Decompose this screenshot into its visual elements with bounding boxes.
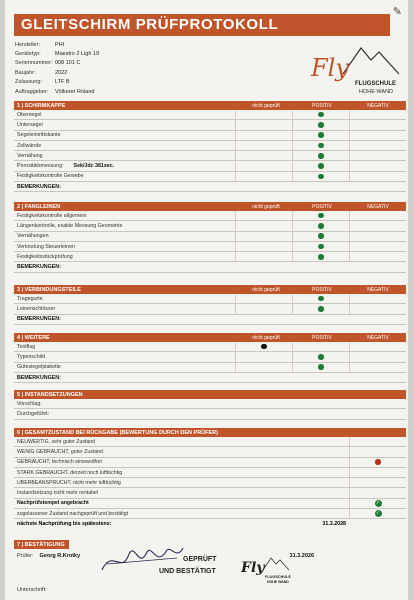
cell-not-checked[interactable] bbox=[235, 221, 292, 230]
cell-positive[interactable] bbox=[292, 304, 349, 313]
col-not-checked: nicht geprüft bbox=[252, 203, 280, 210]
inspector-label: Prüfer: bbox=[17, 553, 34, 559]
meta-value: 008 101 C bbox=[55, 60, 81, 67]
remarks-row[interactable]: BEMERKUNGEN: bbox=[14, 182, 406, 192]
col-positive: POSITIV bbox=[312, 203, 332, 210]
row-label: Segeleintrittskante bbox=[17, 132, 61, 139]
cell-negative[interactable] bbox=[349, 110, 406, 119]
check-row bbox=[14, 342, 406, 352]
confirmation-date: 31.3.2026 bbox=[289, 553, 314, 559]
repair-row bbox=[14, 409, 406, 419]
positive-mark bbox=[318, 306, 324, 312]
cell-negative[interactable] bbox=[349, 131, 406, 140]
section-verbindungsteile bbox=[14, 285, 406, 325]
check-icon: ✓ bbox=[375, 510, 381, 517]
row-label: Untersegel bbox=[17, 121, 43, 128]
condition-row bbox=[14, 488, 406, 498]
row-label: Obersegel bbox=[17, 111, 42, 118]
cell-positive[interactable] bbox=[292, 252, 349, 261]
col-negative: NEGATIV bbox=[367, 334, 389, 341]
cell-positive[interactable] bbox=[292, 242, 349, 251]
section-header bbox=[14, 428, 406, 437]
cell-positive[interactable] bbox=[292, 221, 349, 230]
positive-mark bbox=[318, 354, 324, 360]
row-label: Nachprüfstempel angebracht bbox=[17, 500, 89, 507]
protocol-sheet bbox=[5, 0, 408, 600]
not-checked-mark bbox=[261, 344, 267, 350]
check-icon: ✓ bbox=[375, 499, 381, 506]
meta-value: LTF B bbox=[55, 79, 70, 86]
section-weitere bbox=[14, 333, 406, 383]
cell-negative[interactable] bbox=[349, 342, 406, 351]
positive-mark bbox=[318, 163, 324, 169]
condition-mark-cell[interactable] bbox=[349, 509, 406, 518]
check-row bbox=[14, 304, 406, 314]
condition-mark-cell[interactable] bbox=[349, 488, 406, 497]
row-label: Zellwände bbox=[17, 142, 42, 149]
stamp-line2: UND BESTÄTIGT bbox=[159, 568, 216, 575]
condition-mark-cell[interactable] bbox=[349, 478, 406, 487]
meta-label: Seriennummer: bbox=[15, 60, 53, 67]
remarks-row[interactable]: BEMERKUNGEN: bbox=[14, 315, 406, 325]
logo-script: Fly bbox=[311, 54, 349, 82]
row-label: ÜBERBEANSPRUCHT, nicht mehr lufttüchtig bbox=[17, 479, 121, 486]
row-label: NEUWERTIG, sehr guter Zustand bbox=[17, 438, 96, 445]
section-fangleinen bbox=[14, 202, 406, 273]
porosity-value: Sek/Jdc 381sec. bbox=[73, 163, 115, 170]
row-label: Instandsetzung nicht mehr rentabel bbox=[17, 490, 99, 497]
row-label: Vernähung bbox=[17, 152, 43, 159]
meta-label: Auftraggeber: bbox=[15, 88, 49, 95]
positive-mark bbox=[318, 296, 324, 302]
row-label: Längenkontrolle, exakte Messung Geometrie bbox=[17, 222, 123, 229]
meta-value: Völkerer Roland bbox=[55, 88, 95, 95]
cell-positive[interactable] bbox=[292, 232, 349, 241]
row-label: Gütesiegelplakette bbox=[17, 364, 61, 371]
cell-negative[interactable] bbox=[349, 242, 406, 251]
meta-label: Zulassung: bbox=[15, 79, 42, 86]
row-label: Testflug bbox=[17, 343, 36, 350]
cell-not-checked[interactable] bbox=[235, 131, 292, 140]
cell-negative[interactable] bbox=[349, 304, 406, 313]
condition-row bbox=[14, 478, 406, 488]
section-title: 3 | VERBINDUNGSTEILE bbox=[17, 286, 81, 293]
col-positive: POSITIV bbox=[312, 286, 332, 293]
positive-mark bbox=[318, 174, 324, 180]
cell-not-checked[interactable] bbox=[235, 363, 292, 372]
cell-negative[interactable] bbox=[349, 151, 406, 160]
cell-negative[interactable] bbox=[349, 120, 406, 129]
condition-row bbox=[14, 458, 406, 468]
section-title: 5 | INSTANDSETZUNGEN bbox=[17, 391, 83, 398]
col-positive: POSITIV bbox=[312, 102, 332, 109]
inspector-name: Georg R.Krotky bbox=[39, 553, 81, 559]
cell-negative[interactable] bbox=[349, 252, 406, 261]
section-header bbox=[14, 202, 406, 211]
positive-mark bbox=[318, 254, 324, 260]
cell-not-checked[interactable] bbox=[235, 141, 292, 150]
logo-line2: HOHE WAND bbox=[359, 89, 394, 95]
remarks-row[interactable]: BEMERKUNGEN: bbox=[14, 373, 406, 383]
meta-label: Hersteller: bbox=[15, 41, 41, 48]
positive-mark bbox=[318, 143, 324, 149]
cell-positive[interactable] bbox=[292, 352, 349, 361]
row-label[interactable]: Vorschlag: bbox=[17, 400, 42, 407]
cell-not-checked[interactable] bbox=[235, 294, 292, 303]
col-not-checked: nicht geprüft bbox=[252, 102, 280, 109]
col-negative: NEGATIV bbox=[367, 102, 389, 109]
condition-row bbox=[14, 509, 406, 519]
condition-mark-cell[interactable] bbox=[349, 458, 406, 467]
edit-icon[interactable]: ✎ bbox=[392, 6, 402, 18]
section-header bbox=[14, 101, 406, 110]
check-row bbox=[14, 141, 406, 151]
check-row bbox=[14, 232, 406, 242]
row-label: Festigkeitskontrolle Gewebe bbox=[17, 173, 84, 180]
positive-mark bbox=[318, 112, 324, 118]
section-header bbox=[14, 285, 406, 294]
page-title: GLEITSCHIRM PRÜFPROTOKOLL bbox=[14, 14, 390, 36]
check-row bbox=[14, 151, 406, 161]
check-row bbox=[14, 131, 406, 141]
row-label: Festigkeitskontrolle allgemein bbox=[17, 212, 87, 219]
cell-not-checked[interactable] bbox=[235, 120, 292, 129]
signature-label: Unterschrift: bbox=[17, 587, 47, 593]
stamp-logo-script: Fly bbox=[241, 560, 265, 576]
remarks-row[interactable]: BEMERKUNGEN: bbox=[14, 262, 406, 272]
repair-row bbox=[14, 399, 406, 409]
cell-not-checked[interactable] bbox=[235, 342, 292, 351]
next-inspection-label: nächste Nachprüfung bis spätestens: bbox=[17, 521, 112, 528]
section-title: 1 | SCHIRMKAPPE bbox=[17, 102, 66, 109]
condition-mark-cell[interactable] bbox=[349, 437, 406, 446]
cell-positive[interactable] bbox=[292, 211, 349, 220]
stamp-logo-line1: FLUGSCHULE bbox=[265, 575, 291, 579]
cell-positive[interactable] bbox=[292, 120, 349, 129]
next-inspection-date: 31.3.2028 bbox=[322, 521, 346, 528]
row-label: Festigkeitsstückprüfung bbox=[17, 253, 73, 260]
stamp-line1: GEPRÜFT bbox=[183, 556, 217, 563]
positive-mark bbox=[318, 122, 324, 128]
meta-value: 2022 bbox=[55, 69, 68, 76]
condition-mark-cell[interactable] bbox=[349, 447, 406, 456]
cell-positive[interactable] bbox=[292, 151, 349, 160]
meta-label: Gerätetyp: bbox=[15, 51, 41, 58]
cell-positive[interactable] bbox=[292, 131, 349, 140]
cell-positive[interactable] bbox=[292, 141, 349, 150]
cell-negative[interactable] bbox=[349, 172, 406, 181]
cell-not-checked[interactable] bbox=[235, 304, 292, 313]
cell-negative[interactable] bbox=[349, 141, 406, 150]
row-label: Porositätsmessung: bbox=[17, 163, 64, 170]
condition-row bbox=[14, 499, 406, 509]
positive-mark bbox=[318, 132, 324, 138]
positive-mark bbox=[318, 364, 324, 370]
cell-negative[interactable] bbox=[349, 363, 406, 372]
cell-negative[interactable] bbox=[349, 352, 406, 361]
section-title: 2 | FANGLEINEN bbox=[17, 203, 61, 210]
check-row bbox=[14, 294, 406, 304]
condition-mark-cell[interactable] bbox=[349, 499, 406, 508]
device-info bbox=[15, 40, 255, 96]
positive-mark bbox=[318, 213, 324, 219]
row-label: zugelassener Zustand nachgeprüft und bestätigt bbox=[17, 510, 129, 517]
col-not-checked: nicht geprüft bbox=[252, 334, 280, 341]
selected-mark bbox=[375, 459, 381, 465]
cell-positive[interactable] bbox=[292, 342, 349, 351]
meta-label: Baujahr: bbox=[15, 69, 36, 76]
row-label: GEBRAUCHT, technisch einwandfrei bbox=[17, 459, 102, 466]
logo-line1: FLUGSCHULE bbox=[355, 81, 396, 87]
cell-negative[interactable] bbox=[349, 232, 406, 241]
row-label: Tragegurte bbox=[17, 295, 43, 302]
cell-positive[interactable] bbox=[292, 363, 349, 372]
cell-negative[interactable] bbox=[349, 161, 406, 170]
row-label: WENIG GEBRAUCHT, guter Zustand bbox=[17, 448, 103, 455]
row-label: STARK GEBRAUCHT, derzeit noch lufttüchtig bbox=[17, 469, 123, 476]
cell-not-checked[interactable] bbox=[235, 242, 292, 251]
cell-not-checked[interactable] bbox=[235, 211, 292, 220]
row-label: Verknotung Steuerleinen bbox=[17, 243, 76, 250]
section-title: 6 | GESAMTZUSTAND BEI RÜCKGABE (BEWERTUNG DURCH DEN PRÜFER) bbox=[17, 429, 218, 436]
col-positive: POSITIV bbox=[312, 334, 332, 341]
cell-negative[interactable] bbox=[349, 221, 406, 230]
approval-stamp bbox=[155, 550, 295, 588]
check-row bbox=[14, 120, 406, 130]
check-row bbox=[14, 352, 406, 362]
check-row bbox=[14, 221, 406, 231]
row-label: Leinenschlösser bbox=[17, 305, 56, 312]
section-header bbox=[14, 333, 406, 342]
condition-mark-cell[interactable] bbox=[349, 468, 406, 477]
check-row bbox=[14, 172, 406, 182]
cell-positive[interactable] bbox=[292, 110, 349, 119]
cell-positive[interactable] bbox=[292, 172, 349, 181]
condition-row bbox=[14, 468, 406, 478]
check-row bbox=[14, 242, 406, 252]
cell-not-checked[interactable] bbox=[235, 252, 292, 261]
section-header bbox=[14, 390, 406, 399]
positive-mark bbox=[318, 233, 324, 239]
stamp-logo-line2: HOHE WAND bbox=[267, 580, 289, 584]
col-negative: NEGATIV bbox=[367, 203, 389, 210]
stamp-logo bbox=[241, 550, 291, 586]
check-row bbox=[14, 252, 406, 262]
row-label: Vernähungen bbox=[17, 233, 49, 240]
flight-school-logo bbox=[303, 38, 403, 100]
check-row bbox=[14, 110, 406, 120]
cell-negative[interactable] bbox=[349, 294, 406, 303]
condition-row bbox=[14, 447, 406, 457]
next-inspection bbox=[14, 519, 406, 528]
section-instandsetzungen bbox=[14, 390, 406, 420]
row-label[interactable]: Durchgeführt: bbox=[17, 410, 50, 417]
check-row bbox=[14, 161, 406, 171]
cell-not-checked[interactable] bbox=[235, 352, 292, 361]
col-not-checked: nicht geprüft bbox=[252, 286, 280, 293]
section-header bbox=[14, 540, 69, 549]
cell-not-checked[interactable] bbox=[235, 161, 292, 170]
section-gesamtzustand bbox=[14, 428, 406, 529]
section-title: 7 | BESTÄTIGUNG bbox=[17, 541, 65, 548]
col-negative: NEGATIV bbox=[367, 286, 389, 293]
meta-value: PHI bbox=[55, 41, 65, 48]
row-label: Typenschild bbox=[17, 353, 45, 360]
check-row bbox=[14, 363, 406, 373]
cell-positive[interactable] bbox=[292, 161, 349, 170]
section-title: 4 | WEITERE bbox=[17, 334, 50, 341]
positive-mark bbox=[318, 153, 324, 159]
cell-not-checked[interactable] bbox=[235, 232, 292, 241]
cell-negative[interactable] bbox=[349, 211, 406, 220]
meta-value: Maestro 2 Ligh 19 bbox=[55, 51, 100, 58]
cell-not-checked[interactable] bbox=[235, 151, 292, 160]
cell-not-checked[interactable] bbox=[235, 110, 292, 119]
section-schirmkappe bbox=[14, 101, 406, 192]
condition-row bbox=[14, 437, 406, 447]
cell-not-checked[interactable] bbox=[235, 172, 292, 181]
positive-mark bbox=[318, 223, 324, 229]
positive-mark bbox=[318, 244, 324, 250]
check-row bbox=[14, 211, 406, 221]
cell-positive[interactable] bbox=[292, 294, 349, 303]
